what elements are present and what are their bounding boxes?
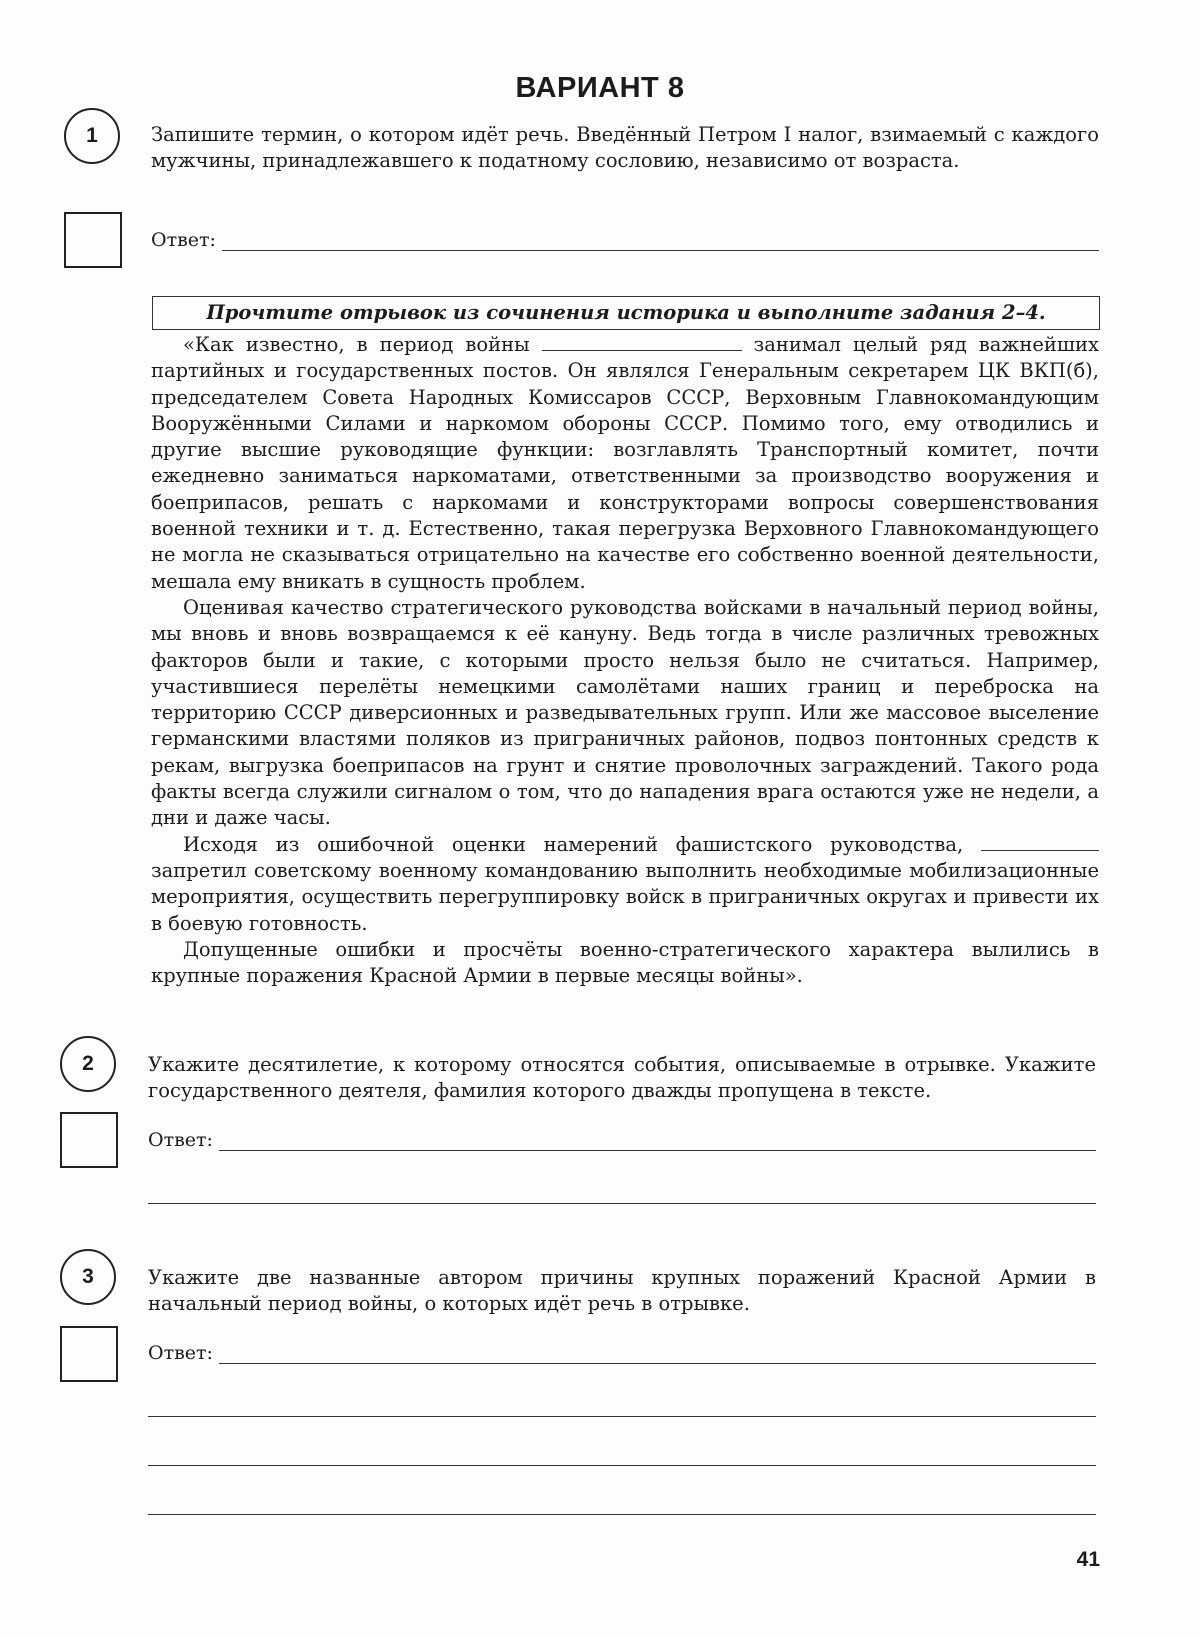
task-1-answer-label: Ответ: [151, 229, 216, 251]
passage-paragraph-2: Оценивая качество стратегического руководства войсками в начальный период войны, мы вновь и вновь возвращаемся к её кануну. Ведь тогда в числе различных тревожных факторов были и такие, с которыми просто нельзя было не считаться. Например, участившиеся перелёты немецкими самолётами наших границ и переброска на территорию СССР диверсионных и разведывательных групп. Или же массовое выселение германскими властями поляков из приграничных районов, подвоз понтонных средств к рекам, выгрузка боеприпасов на грунт и снятие проволочных заграждений. Такого рода факты всегда служили сигналом о том, что до нападения врага остаются уже не недели, а дни и даже часы. [151, 595, 1099, 830]
passage-gap-1 [542, 349, 742, 351]
task-3-answer-row [148, 1342, 1096, 1364]
task-3-answer-box[interactable] [60, 1326, 118, 1382]
task-1-text: Запишите термин, о котором идёт речь. Введённый Петром I налог, взимаемый с каждого мужчины, принадлежавшего к податному сословию, независимо от возраста. [151, 123, 1099, 172]
instruction-box: Прочтите отрывок из сочинения историка и выполните задания 2–4. [152, 296, 1100, 330]
task-3-answer-label: Ответ: [148, 1342, 213, 1364]
passage-paragraph-1 [151, 332, 1099, 595]
passage-p3-rest: запретил советскому военному командованию выполнить необходимые мобилизационные мероприятия, осуществить перегруппировку войск в приграничных округах и привести их в боевую готовность. [151, 858, 1099, 935]
page-number: 41 [1076, 1548, 1100, 1571]
passage-p1-start: «Как известно, в период войны [183, 333, 530, 356]
task-3-text: Укажите две названные автором причины крупных поражений Красной Армии в начальный период войны, о которых идёт речь в отрывке. [148, 1266, 1096, 1315]
task-1-answer-line[interactable] [222, 232, 1099, 251]
passage-gap-2 [981, 849, 1099, 851]
task-3-answer-line-2[interactable] [148, 1416, 1096, 1417]
task-3-answer-line-3[interactable] [148, 1465, 1096, 1466]
passage-p3-start: Исходя из ошибочной оценки намерений фашистского руководства, [183, 832, 964, 856]
page-title: ВАРИАНТ 8 [515, 72, 685, 104]
passage-p1-rest: занимал целый ряд важнейших партийных и государственных постов. Он являлся Генеральным секретарем ЦК ВКП(б), председателем Совета Народных Комиссаров СССР, Верховным Главнокомандующим Вооружёнными Силами и наркомом обороны СССР. Помимо того, ему отводились и другие высшие руководящие функции: возглавлять Транспортный комитет, почти ежедневно заниматься наркоматами, ответственными за производство вооружения и боеприпасов, решать с наркомами и конструкторами вопросы совершенствования военной техники и т. д. Естественно, такая перегрузка Верховного Главнокомандующего не могла не сказываться отрицательно на качестве его собственно военной деятельности, мешала ему вникать в сущность проблем. [151, 333, 1099, 593]
task-1-answer-box[interactable] [64, 212, 122, 268]
task-3-answer-line[interactable] [219, 1345, 1096, 1364]
passage-paragraph-4: Допущенные ошибки и просчёты военно-стратегического характера вылились в крупные поражения Красной Армии в первые месяцы войны». [151, 937, 1099, 988]
task-2-answer-label: Ответ: [148, 1129, 213, 1151]
historian-passage [151, 332, 1099, 989]
task-1-number: 1 [64, 108, 120, 164]
task-3-answer-line-4[interactable] [148, 1514, 1096, 1515]
task-2-answer-box[interactable] [60, 1112, 118, 1168]
task-2-answer-line-2[interactable] [148, 1203, 1096, 1204]
task-2-text: Укажите десятилетие, к которому относятся события, описываемые в отрывке. Укажите государственного деятеля, фамилия которого дважды пропущена в тексте. [148, 1053, 1096, 1102]
task-1-answer-row [151, 229, 1099, 251]
passage-paragraph-3 [151, 832, 1099, 937]
task-2-answer-row [148, 1129, 1096, 1151]
task-2-number: 2 [60, 1036, 116, 1092]
task-2-answer-line[interactable] [219, 1132, 1096, 1151]
task-3-number: 3 [60, 1249, 116, 1305]
